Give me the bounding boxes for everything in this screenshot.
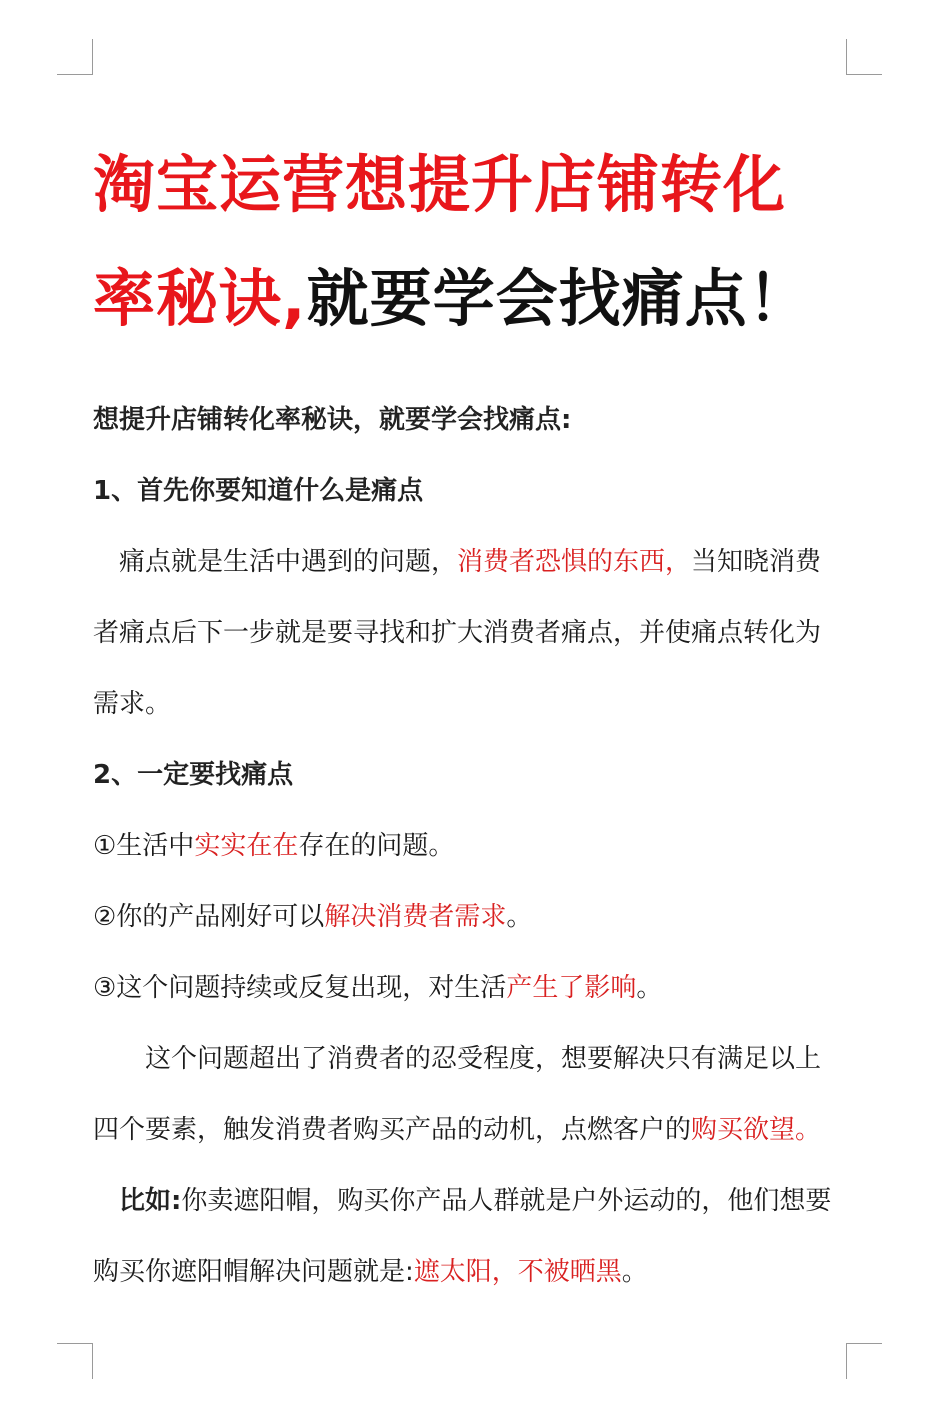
paragraph-3-text: 四个要素，触发消费者购买产品的动机，点燃客户的 bbox=[93, 1115, 692, 1145]
list-item-3-highlight: 产生了影响 bbox=[506, 973, 637, 1003]
list-item-2-highlight: 解决消费者需求 bbox=[324, 902, 507, 932]
crop-mark-bottom-left-vertical bbox=[92, 1343, 93, 1379]
list-item-3-text-b: 。 bbox=[636, 973, 663, 1003]
section-1-heading: 1、首先你要知道什么是痛点 bbox=[93, 476, 424, 506]
intro-heading: 想提升店铺转化率秘诀，就要学会找痛点: bbox=[93, 405, 572, 435]
list-item-2-text-b: 。 bbox=[506, 902, 533, 932]
list-item-3-text-a: ③这个问题持续或反复出现，对生活 bbox=[93, 973, 507, 1003]
list-item-1 bbox=[93, 811, 853, 882]
list-item-2 bbox=[93, 882, 853, 953]
example-text: 你卖遮阳帽，购买你产品人群就是户外运动的，他们想要 bbox=[181, 1186, 832, 1216]
title-line-2 bbox=[93, 242, 853, 356]
crop-mark-top-right-horizontal bbox=[846, 74, 882, 75]
section-2-heading: 2、一定要找痛点 bbox=[93, 760, 294, 790]
document-content bbox=[93, 128, 853, 1308]
section-1-text-b: 当知晓消费 bbox=[691, 547, 822, 577]
crop-mark-top-left-vertical bbox=[92, 39, 93, 75]
section-1-paragraph-line-3: 需求。 bbox=[93, 689, 172, 719]
crop-mark-top-left-horizontal bbox=[57, 74, 93, 75]
list-item-3 bbox=[93, 953, 853, 1024]
list-item-1-text-b: 存在的问题。 bbox=[298, 831, 455, 861]
crop-mark-top-right-vertical bbox=[846, 39, 847, 75]
paragraph-3-line-1: 这个问题超出了消费者的忍受程度，想要解决只有满足以上 bbox=[145, 1044, 822, 1074]
paragraph-3-line-2 bbox=[93, 1095, 853, 1166]
list-item-1-highlight: 实实在在 bbox=[194, 831, 299, 861]
title-line-2-red: 率秘诀, bbox=[93, 262, 307, 335]
paragraph-3-highlight: 购买欲望。 bbox=[691, 1115, 822, 1145]
example-line-1 bbox=[93, 1166, 853, 1237]
section-1-text-a: 痛点就是生活中遇到的问题， bbox=[119, 547, 458, 577]
example-highlight: 遮太阳，不被晒黑 bbox=[413, 1257, 622, 1287]
section-1-highlight: 消费者恐惧的东西， bbox=[457, 547, 692, 577]
example-line-2-text-b: 。 bbox=[621, 1257, 648, 1287]
example-line-2 bbox=[93, 1237, 853, 1308]
list-item-2-text-a: ②你的产品刚好可以 bbox=[93, 902, 325, 932]
list-item-1-text-a: ①生活中 bbox=[93, 831, 195, 861]
title-line-1: 淘宝运营想提升店铺转化 bbox=[93, 148, 787, 221]
crop-mark-bottom-right-horizontal bbox=[846, 1343, 882, 1344]
section-1-paragraph-line-2: 者痛点后下一步就是要寻找和扩大消费者痛点，并使痛点转化为 bbox=[93, 618, 822, 648]
crop-mark-bottom-right-vertical bbox=[846, 1343, 847, 1379]
title-line-2-black: 就要学会找痛点！ bbox=[306, 262, 811, 335]
example-label: 比如: bbox=[119, 1186, 182, 1216]
example-line-2-text-a: 购买你遮阳帽解决问题就是: bbox=[93, 1257, 414, 1287]
document-title bbox=[93, 128, 853, 356]
crop-mark-bottom-left-horizontal bbox=[57, 1343, 93, 1344]
section-1-paragraph-line-1 bbox=[93, 527, 853, 598]
